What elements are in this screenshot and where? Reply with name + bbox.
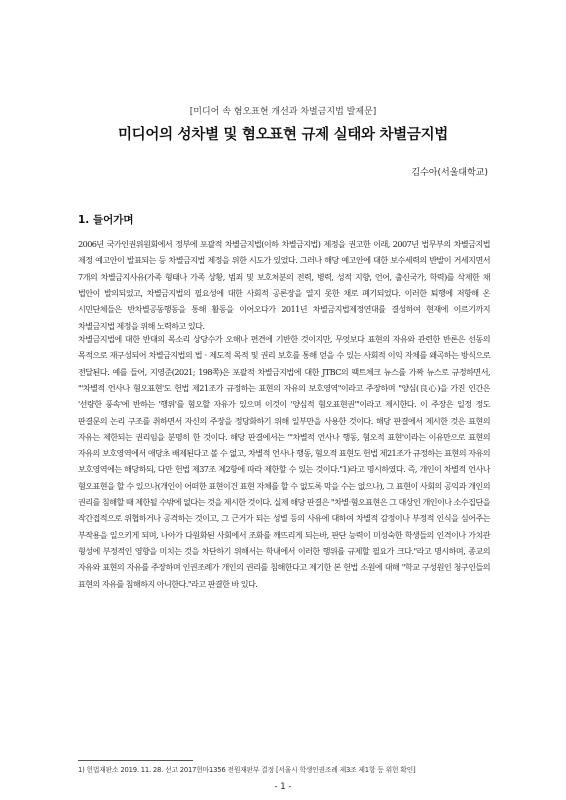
footnote-1: 1) 헌법재판소 2019. 11. 28. 선고 2017헌마1356 전원재판부 결정 [서울시 학생인권조례 제3조 제1항 등 위헌 확인] — [78, 766, 416, 774]
body-paragraph-2: 차별금지법에 대한 반대의 목소리 상당수가 오해나 편견에 기반한 것이지만, 무엇보다 표현의 자유와 관련한 반론은 선동의 목적으로 재구성되어 차별금지법의 법 · 제도적 목적 및 권리 보호를 통해 얻을 수 있는 사회적 이익 자체를 왜곡하는 방식으로 전달된다. 예를 들어, 지영준(2021; 198쪽)은 포괄적 차별금지법에 대한 JTBC의 팩트체크 뉴스를 가짜 뉴스로 규정하면서, "'차별적 언사나 혐오표현'도 헌법 제21조가 규정하는 표현의 자유의 보호영역"이라고 주장하며 "양심(良心)을 가진 인간은 '선량한 풍속'에 반하는 '행위'를 혐오할 자유가 있으며 이것이 '양심적 혐오표현권'"이라고 제시한다. 이 주장은 일정 정도 판결문의 논리 구조를 취하면서 자신의 주장을 정당화하기 위해 일부만을 사용한 것이다. 해당 판결에서 제시한 것은 표현의 자유는 제한되는 권리임을 분명히 한 것이다. 해당 판결에서는 "'차별적 언사나 행동, 혐오적 표현'이라는 이유만으로 표현의 자유의 보호영역에서 애당초 배제된다고 볼 수 없고, 차별적 언사나 행동, 혐오적 표현도 헌법 제21조가 규정하는 표현의 자유의 보호영역에는 해당하되, 다만 헌법 제37조 제2항에 따라 제한할 수 있는 것이다."1)라고 명시하였다. 즉, 개인이 차별적 언사나 혐오표현을 할 수 있으나(개인이 어떠한 표현이건 표현 자체를 할 수 없도록 막을 수는 없으나), 그 표현이 사회의 공익과 개인의 권리를 침해할 때 제한될 수밖에 없다는 것을 제시한 것이다. 실제 해당 판결은 "차별·혐오표현은 그 대상인 개인이나 소수집단을 작간접적으로 위협하거나 공격하는 것이고, 그 근거가 되는 성별 등의 사유에 대하여 차별적 감정이나 부정적 인식을 심어주는 부작용을 일으키게 되며, 나아가 다원화된 사회에서 조화를 깨뜨리게 되는바, 판단 능력이 미성숙한 학생들의 인격이나 가치관 형성에 부정적인 영향을 미치는 것을 차단하기 위해서는 학내에서 이러한 행위를 규제할 필요가 크다."라고 명시하며, 종교의 자유와 표현의 자유를 주장하며 인권조례가 개인의 권리를 침해한다고 제기한 본 헌법 소원에 대해 "학교 구성원인 청구인들의 표현의 자유를 침해하지 아니한다."라고 판결한 바 있다. — [78, 334, 490, 589]
footnote-divider — [78, 760, 193, 761]
page-number: - 1 - — [274, 782, 292, 792]
author-affiliation: 김수아(서울대학교) — [411, 168, 488, 178]
body-paragraph-1: 2006년 국가인권위원회에서 정부에 포괄적 차별금지법(이하 차별금지법) 제정을 권고한 이래, 2007년 법무부의 차별금지법 제정 예고안이 발표되는 등 차별금지법 제정을 위한 시도가 있었다. 그러나 해당 예고안에 대한 보수세력의 반발이 거세지면서 7개의 차별금지사유(가족 형태나 가족 상황, 범죄 및 보호처분의 전력, 병력, 성적 지향, 언어, 출신국가, 학력)를 삭제한 채 법안이 발의되었고, 차별금지법의 필요성에 대한 사회적 공론장을 열지 못한 채로 폐기되었다. 이러한 퇴행에 저항해 온 시민단체들은 반차별공동행동을 통해 활동을 이어오다가 2011년 차별금지법제정연대를 결성하여 현재에 이르기까지 차별금지법 제정을 위해 노력하고 있다. — [78, 239, 490, 331]
section-heading: 1. 들어가며 — [78, 214, 134, 226]
kicker-label: [미디어 속 혐오표현 개선과 차별금지법 발제문] — [189, 107, 377, 117]
document-title: 미디어의 성차별 및 혐오표현 규제 실태와 차별금지법 — [117, 127, 449, 143]
